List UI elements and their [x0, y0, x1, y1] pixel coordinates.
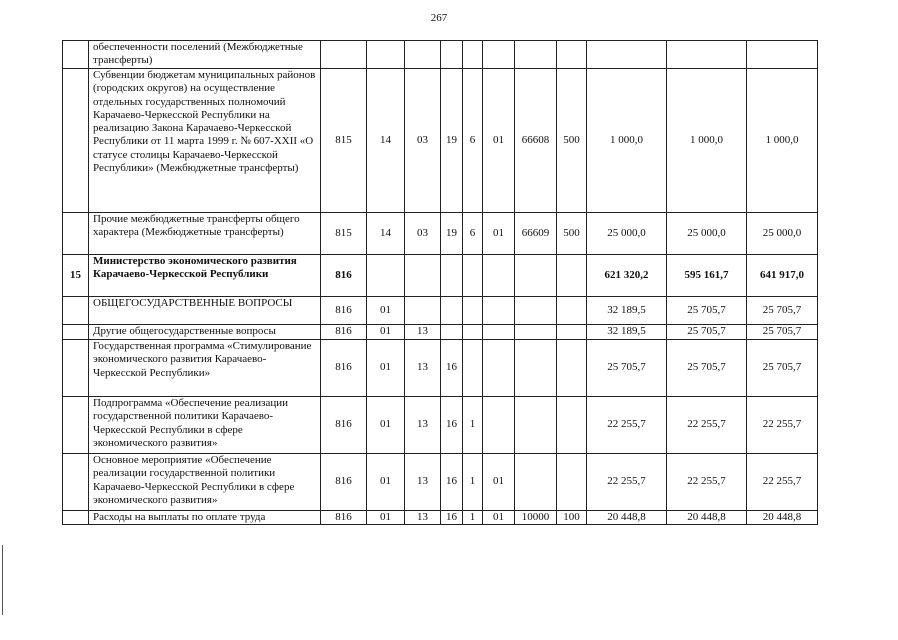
code-subsection: 13 — [405, 325, 441, 340]
code-subsection: 13 — [405, 454, 441, 511]
table-row — [63, 213, 818, 255]
code-ministry: 816 — [321, 340, 367, 397]
code-section — [367, 41, 405, 69]
row-name: ОБЩЕГОСУДАРСТВЕННЫЕ ВОПРОСЫ — [89, 297, 321, 325]
amount-year-3: 20 448,8 — [747, 511, 818, 525]
code-subprogram: 1 — [463, 454, 483, 511]
amount-year-2: 1 000,0 — [667, 69, 747, 213]
row-number — [63, 325, 89, 340]
row-number — [63, 340, 89, 397]
amount-year-3 — [747, 41, 818, 69]
row-name: Другие общегосударственные вопросы — [89, 325, 321, 340]
code-direction — [515, 340, 557, 397]
code-event — [483, 397, 515, 454]
code-expense-type: 500 — [557, 213, 587, 255]
table-row — [63, 325, 818, 340]
amount-year-3: 641 917,0 — [747, 255, 818, 297]
amount-year-2: 22 255,7 — [667, 454, 747, 511]
amount-year-3: 22 255,7 — [747, 454, 818, 511]
code-expense-type — [557, 325, 587, 340]
code-subsection: 13 — [405, 511, 441, 525]
code-section: 01 — [367, 297, 405, 325]
row-name: Министерство экономического развития Карачаево-Черкесской Республики — [89, 255, 321, 297]
amount-year-2 — [667, 41, 747, 69]
code-ministry: 816 — [321, 397, 367, 454]
table-row — [63, 511, 818, 525]
code-ministry: 816 — [321, 511, 367, 525]
code-subsection — [405, 255, 441, 297]
code-direction — [515, 325, 557, 340]
code-program — [441, 41, 463, 69]
code-expense-type — [557, 340, 587, 397]
row-name: Основное мероприятие «Обеспечение реализации государственной политики Карачаево-Черкесской Республики в сфере экономического развития» — [89, 454, 321, 511]
code-direction — [515, 454, 557, 511]
amount-year-1: 25 705,7 — [587, 340, 667, 397]
code-subprogram — [463, 297, 483, 325]
code-subprogram: 6 — [463, 213, 483, 255]
row-name: Субвенции бюджетам муниципальных районов (городских округов) на осуществление отдельных государственных полномочий Карачаево-Черкесской Республики на реализацию Закона Карачаево-Черкесской Республики от 11 марта 1999 г. № 607-XXII «О статусе столицы Карачаево-Черкесской Республики» (Межбюджетные трансферты) — [89, 69, 321, 213]
code-section: 01 — [367, 454, 405, 511]
code-subprogram — [463, 41, 483, 69]
code-expense-type: 500 — [557, 69, 587, 213]
amount-year-1: 20 448,8 — [587, 511, 667, 525]
amount-year-2: 22 255,7 — [667, 397, 747, 454]
table-row — [63, 340, 818, 397]
amount-year-1: 25 000,0 — [587, 213, 667, 255]
code-subprogram: 1 — [463, 511, 483, 525]
code-direction: 66608 — [515, 69, 557, 213]
amount-year-3: 25 705,7 — [747, 297, 818, 325]
amount-year-2: 25 705,7 — [667, 297, 747, 325]
row-number — [63, 397, 89, 454]
row-name: Подпрограмма «Обеспечение реализации государственной политики Карачаево-Черкесской Республики в сфере экономического развития» — [89, 397, 321, 454]
page-number: 267 — [430, 12, 448, 24]
code-program — [441, 297, 463, 325]
code-event — [483, 41, 515, 69]
table-row — [63, 397, 818, 454]
code-subsection: 13 — [405, 340, 441, 397]
code-subprogram — [463, 325, 483, 340]
code-expense-type — [557, 41, 587, 69]
code-direction — [515, 255, 557, 297]
code-direction — [515, 397, 557, 454]
row-number — [63, 69, 89, 213]
code-subsection — [405, 41, 441, 69]
amount-year-1: 22 255,7 — [587, 397, 667, 454]
code-section: 14 — [367, 213, 405, 255]
code-event — [483, 255, 515, 297]
code-program: 19 — [441, 213, 463, 255]
table-row — [63, 41, 818, 69]
code-expense-type — [557, 255, 587, 297]
row-number — [63, 511, 89, 525]
code-subprogram: 6 — [463, 69, 483, 213]
amount-year-3: 22 255,7 — [747, 397, 818, 454]
code-program: 16 — [441, 454, 463, 511]
code-section: 01 — [367, 397, 405, 454]
amount-year-3: 25 705,7 — [747, 340, 818, 397]
code-subsection: 03 — [405, 69, 441, 213]
code-expense-type: 100 — [557, 511, 587, 525]
code-direction — [515, 297, 557, 325]
amount-year-3: 1 000,0 — [747, 69, 818, 213]
code-ministry: 815 — [321, 69, 367, 213]
code-event: 01 — [483, 454, 515, 511]
table-row — [63, 297, 818, 325]
amount-year-2: 595 161,7 — [667, 255, 747, 297]
amount-year-1 — [587, 41, 667, 69]
code-expense-type — [557, 397, 587, 454]
code-event — [483, 297, 515, 325]
budget-table — [62, 40, 818, 525]
code-subsection: 13 — [405, 397, 441, 454]
code-program: 19 — [441, 69, 463, 213]
amount-year-1: 1 000,0 — [587, 69, 667, 213]
amount-year-2: 25 705,7 — [667, 325, 747, 340]
code-ministry: 816 — [321, 297, 367, 325]
code-section: 01 — [367, 325, 405, 340]
code-program — [441, 325, 463, 340]
row-number: 15 — [63, 255, 89, 297]
row-number — [63, 41, 89, 69]
code-ministry: 816 — [321, 325, 367, 340]
code-ministry: 816 — [321, 454, 367, 511]
amount-year-2: 20 448,8 — [667, 511, 747, 525]
code-ministry: 815 — [321, 213, 367, 255]
code-ministry: 816 — [321, 255, 367, 297]
row-number — [63, 213, 89, 255]
code-event: 01 — [483, 511, 515, 525]
amount-year-3: 25 000,0 — [747, 213, 818, 255]
row-number — [63, 454, 89, 511]
code-subprogram — [463, 255, 483, 297]
row-number — [63, 297, 89, 325]
code-program — [441, 255, 463, 297]
amount-year-1: 32 189,5 — [587, 325, 667, 340]
code-direction — [515, 41, 557, 69]
row-name: Прочие межбюджетные трансферты общего характера (Межбюджетные трансферты) — [89, 213, 321, 255]
code-subsection: 03 — [405, 213, 441, 255]
code-event — [483, 340, 515, 397]
code-subprogram — [463, 340, 483, 397]
code-expense-type — [557, 297, 587, 325]
code-program: 16 — [441, 397, 463, 454]
row-name: обеспеченности поселений (Межбюджетные трансферты) — [89, 41, 321, 69]
amount-year-1: 22 255,7 — [587, 454, 667, 511]
amount-year-1: 621 320,2 — [587, 255, 667, 297]
scan-edge-mark — [2, 545, 3, 615]
code-section: 01 — [367, 511, 405, 525]
code-subprogram: 1 — [463, 397, 483, 454]
code-event: 01 — [483, 213, 515, 255]
amount-year-1: 32 189,5 — [587, 297, 667, 325]
code-program: 16 — [441, 511, 463, 525]
amount-year-2: 25 000,0 — [667, 213, 747, 255]
row-name: Расходы на выплаты по оплате труда — [89, 511, 321, 525]
code-subsection — [405, 297, 441, 325]
code-section: 01 — [367, 340, 405, 397]
code-direction: 66609 — [515, 213, 557, 255]
code-program: 16 — [441, 340, 463, 397]
code-section: 14 — [367, 69, 405, 213]
code-event — [483, 325, 515, 340]
code-section — [367, 255, 405, 297]
table-row — [63, 255, 818, 297]
amount-year-3: 25 705,7 — [747, 325, 818, 340]
table-row — [63, 69, 818, 213]
row-name: Государственная программа «Стимулирование экономического развития Карачаево-Черкесской Республики» — [89, 340, 321, 397]
code-ministry — [321, 41, 367, 69]
code-direction: 10000 — [515, 511, 557, 525]
code-expense-type — [557, 454, 587, 511]
amount-year-2: 25 705,7 — [667, 340, 747, 397]
table-row — [63, 454, 818, 511]
code-event: 01 — [483, 69, 515, 213]
